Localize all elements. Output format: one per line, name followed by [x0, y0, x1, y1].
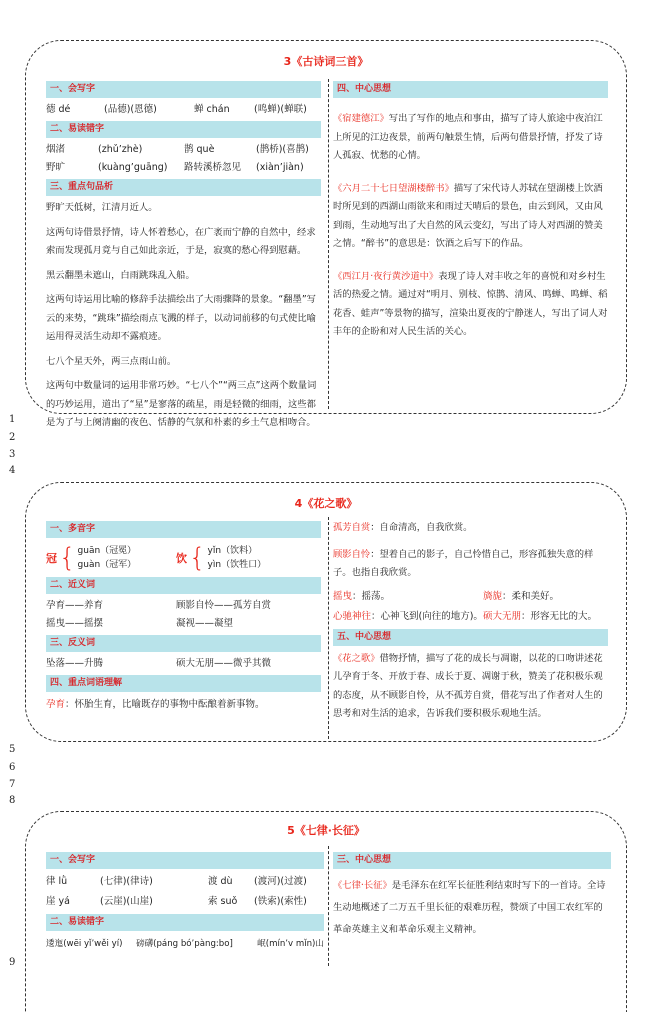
word-pair: 硕大无朋——微乎其微 [176, 658, 272, 669]
word-examples: (鸣蝉)(蝉联) [254, 104, 307, 115]
section-header: 一、多音字 [46, 521, 321, 538]
summary-text: 借物抒情，描写了花的成长与凋谢，以花的口吻讲述花儿孕育于冬、开放于春、成长于夏、凋谢于秋，赞美了花积极乐观的态度，从不顾影自怜，从不孤芳自赏，借花写出了作者对人生的思考和对生活的追求，告诉我们要积极乐观地生活。 [333, 652, 603, 719]
line-number: 1 [9, 414, 16, 425]
summary-text: 描写了宋代诗人苏轼在望湖楼上饮酒时所见到的西湖山雨欲来和雨过天晴后的景色，由云到风，又由风到雨，生动地写出了大自然的风云变幻，写出了诗人对西湖的赞美之情。“醉书”的意思是：饮酒之后写下的作品。 [333, 182, 603, 249]
section-header: 一、会写字 [46, 81, 321, 98]
word-pinyin: 逶迤(wēi yǐ’wěi yí) [46, 939, 123, 949]
char-pinyin: 德 dé [46, 104, 71, 115]
line-number: 6 [9, 762, 16, 773]
poem-title: 《西江月·夜行黄沙道中》 [333, 270, 439, 282]
poem-title: 《六月二十七日望湖楼醉书》 [333, 182, 454, 194]
line-number: 4 [9, 465, 16, 476]
lesson-card-3 [25, 40, 627, 428]
left-column [46, 519, 321, 714]
word-examples: (渡河)(过渡) [254, 876, 307, 887]
term-definition: ：怀胎生育，比喻既存的事物中酝酿着新事物。 [65, 699, 265, 710]
summary-paragraph [333, 650, 608, 724]
polyphone-char: 冠 [46, 552, 57, 565]
verse-line: 野旷天低树，江清月近人。 [46, 202, 158, 213]
section-header: 三、反义词 [46, 635, 321, 652]
word-pair: 摇曳——摇摆 [46, 618, 104, 629]
term-word: 心驰神往 [333, 610, 372, 622]
lesson-card-4 [25, 482, 627, 742]
line-number: 2 [9, 432, 16, 443]
column-divider [328, 79, 329, 409]
term-pair-row [333, 607, 608, 627]
word: 野旷 [46, 162, 66, 173]
char-row [46, 892, 324, 912]
pinyin-choice: (xiàn’jiàn) [256, 162, 304, 173]
brace-icon: { [59, 543, 76, 573]
term-definition: ：望着自己的影子，自己怜惜自己，形容孤独失意的样子。也指自我欣赏。 [333, 548, 594, 578]
read-row [46, 141, 321, 159]
word-pair: 孕育——养育 [46, 600, 104, 611]
read-row [46, 159, 321, 177]
section-header: 一、会写字 [46, 852, 324, 869]
brace-icon: { [189, 543, 206, 573]
word-examples: (七律)(律诗) [100, 876, 153, 887]
card-title: 5《七律·长征》 [287, 824, 365, 837]
line-number: 5 [9, 744, 16, 755]
summary-paragraph [333, 110, 608, 166]
term-word: 硕大无朋 [483, 610, 522, 622]
word-pair-row [46, 597, 321, 615]
term-word: 孤芳自赏 [333, 522, 371, 533]
reading: guān（冠冕） [77, 546, 137, 556]
lesson-card-5 [25, 811, 627, 1012]
line-number: 3 [9, 449, 16, 460]
card-title: 4《花之歌》 [294, 497, 358, 510]
analysis-paragraph: 这两句诗运用比喻的修辞手法描绘出了大雨骤降的景象。“翻墨”写云的来势，“跳珠”描绘雨点飞溅的样子，以动词前移的句式使比喻运用得灵活生动却不露痕迹。 [46, 294, 316, 342]
analysis-paragraph: 这两句中数量词的运用非常巧妙。“七八个”“两三点”这两个数量词的巧妙运用，道出了“星”是寥落的疏星，雨是轻微的细雨，这些都是为了与上阕清幽的夜色、恬静的气氛和朴素的乡土气息相吻合。 [46, 380, 317, 428]
word-pair-row [46, 655, 321, 673]
char-pinyin: 索 suǒ [208, 896, 238, 907]
verse-line: 七八个星天外，两三点雨山前。 [46, 355, 177, 367]
section-header: 三、中心思想 [333, 852, 611, 869]
polyphone-group [176, 544, 266, 572]
word-pinyin: 磅礴(páng bó’pàng:bo] [135, 939, 233, 949]
term-paragraph [333, 519, 608, 538]
polyphone-group [46, 544, 176, 572]
section-header: 三、重点句品析 [46, 179, 321, 196]
term-definition: ：摇荡。 [352, 590, 391, 602]
poem-title: 《七律·长征》 [333, 880, 392, 891]
reading: yǐn（饮料） [207, 546, 258, 556]
term-word: 摇曳 [333, 590, 353, 602]
right-column [333, 79, 608, 348]
word-pair: 凝视——凝望 [176, 618, 234, 629]
pinyin-choice: (kuàng’guāng) [98, 162, 168, 173]
term-pair-row [333, 587, 608, 607]
term-row [46, 696, 321, 714]
analysis-paragraph: 这两句诗借景抒情，诗人怀着愁心，在广袤而宁静的自然中，经求索而发现孤月竟与自己如此亲近，于是，寂寞的愁心得到慰藉。 [46, 226, 316, 256]
verse-line: 黑云翻墨未遮山，白雨跳珠乱入船。 [46, 269, 195, 281]
summary-text: 是毛泽东在红军长征胜利结束时写下的一首诗。全诗生动地概述了二万五千里长征的艰难历程，赞颂了中国工农红军的革命英雄主义和革命乐观主义精神。 [333, 880, 606, 935]
summary-text: 写出了写作的地点和事由，描写了诗人旅途中夜泊江上所见的江边夜景，前两句触景生情，后两句借景抒情，抒发了诗人孤寂、忧愁的心情。 [333, 113, 603, 161]
pinyin-choice: (zhǔ’zhè) [98, 144, 143, 155]
word-pair-row [46, 615, 321, 633]
word: 鹊 què [184, 144, 215, 155]
char-pinyin: 蝉 chán [194, 104, 230, 115]
polyphone-row [46, 541, 321, 575]
line-number: 8 [9, 795, 16, 806]
reading: yìn（饮牲口） [207, 560, 267, 570]
term-word: 孕育 [46, 699, 66, 710]
section-header: 二、易读错字 [46, 914, 324, 931]
left-column [46, 79, 321, 439]
column-divider [328, 846, 329, 966]
column-divider [328, 517, 329, 739]
word-examples: (云崖)(山崖) [100, 896, 153, 907]
word-pair: 顾影自怜——孤芳自赏 [176, 600, 272, 611]
right-column [333, 850, 611, 947]
char-row [46, 872, 324, 892]
char-pinyin: 律 lǜ [46, 876, 68, 887]
card-title: 3《古诗词三首》 [283, 55, 369, 68]
term-word: 旖旎 [483, 590, 503, 602]
poem-title: 《宿建德江》 [333, 113, 389, 124]
line-number: 7 [9, 779, 16, 790]
polyphone-char: 饮 [176, 552, 187, 565]
word-examples: (品德)(恩德) [104, 104, 157, 115]
word-pair: 坠落——升腾 [46, 658, 104, 669]
term-definition: ：形容无比的大。 [521, 610, 598, 622]
section-header: 二、易读错字 [46, 121, 321, 138]
summary-paragraph [333, 268, 608, 342]
left-column [46, 850, 324, 954]
word-pinyin: 岷(mín’v mǐn)山 [257, 939, 324, 949]
summary-paragraph [333, 875, 611, 941]
section-header: 四、中心思想 [333, 81, 608, 98]
char-pinyin: 崖 yá [46, 896, 70, 907]
poem-title: 《花之歌》 [333, 652, 380, 664]
read-row [46, 934, 324, 954]
summary-text: 表现了诗人对丰收之年的喜悦和对乡村生活的热爱之情。通过对“明月、别枝、惊鹊、清风、鸣蝉、鸣蝉、稻花香、蛙声”等景物的描写，渲染出夏夜的宁静迷人，写出了词人对丰年的企盼和对人民生活的关心。 [333, 270, 608, 337]
section-header: 二、近义词 [46, 577, 321, 594]
term-paragraph [333, 546, 608, 583]
section-header: 四、重点词语理解 [46, 675, 321, 692]
summary-paragraph [333, 180, 608, 254]
term-definition: ：柔和美好。 [502, 590, 560, 602]
term-definition: ：心神飞到(向往的地方)。 [371, 610, 483, 622]
char-row [46, 101, 321, 119]
word: 路转溪桥忽见 [184, 162, 242, 173]
char-pinyin: 渡 dù [208, 876, 233, 887]
pinyin-choice: (鹊桥)(喜鹊) [256, 144, 309, 155]
word: 烟渚 [46, 144, 66, 155]
term-word: 顾影自怜 [333, 548, 371, 560]
section-header: 五、中心思想 [333, 629, 608, 646]
word-examples: (铁索)(索性) [254, 896, 307, 907]
term-definition: ：自命清高，自我欣赏。 [370, 522, 473, 533]
line-number: 9 [9, 957, 16, 968]
right-column [333, 519, 608, 730]
reading: guàn（冠军） [77, 560, 137, 570]
